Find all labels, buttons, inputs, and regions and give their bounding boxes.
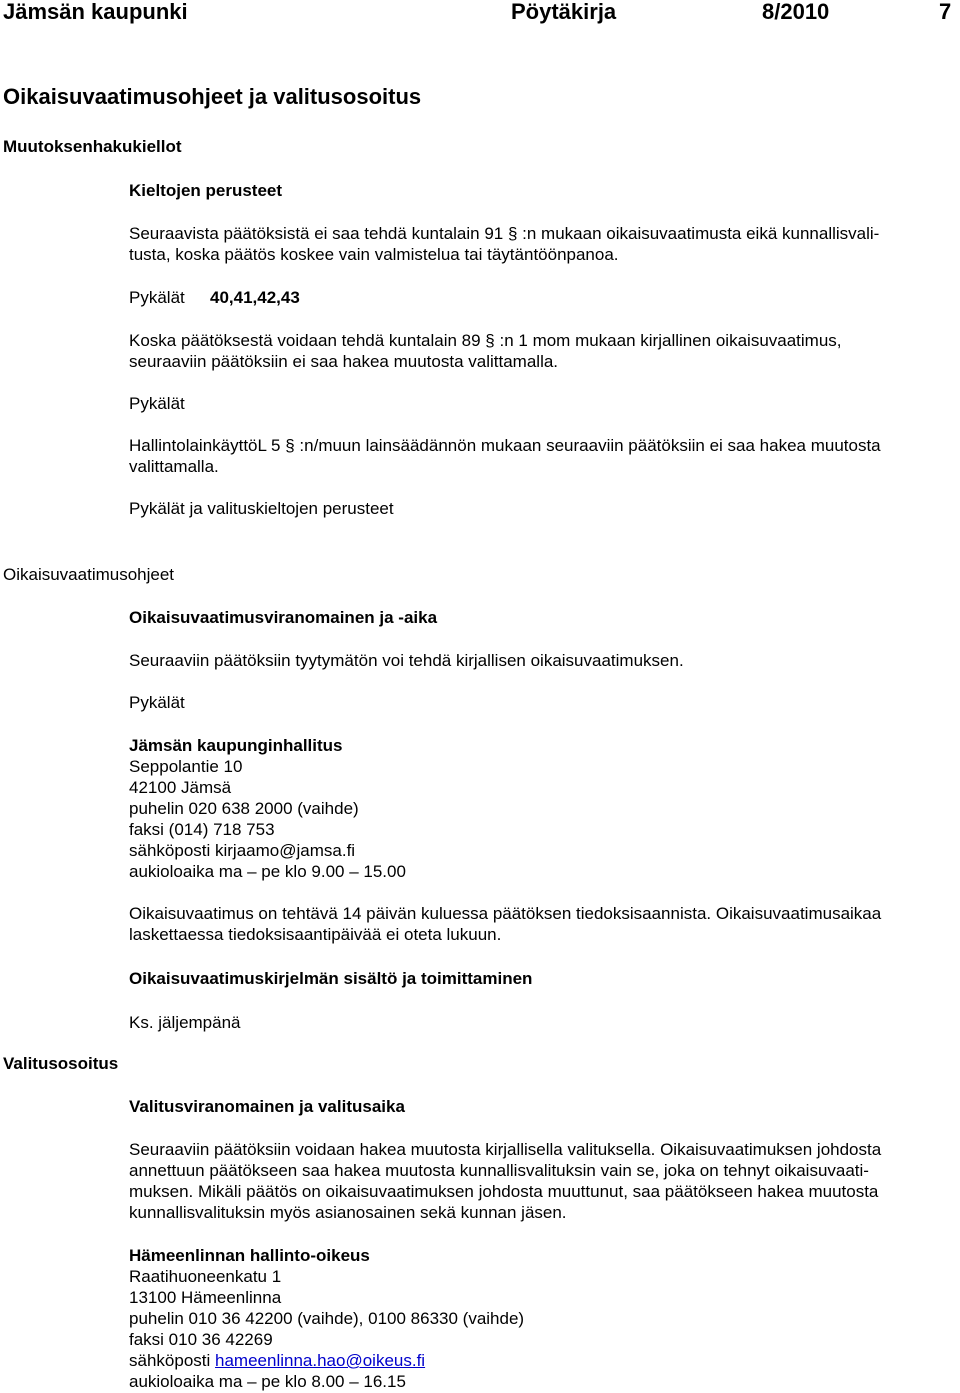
- header-issue: 8/2010: [762, 0, 830, 24]
- paragraph-line: seuraaviin päätöksiin ei saa hakea muutosta valittamalla.: [129, 352, 559, 371]
- appeal-heading: Valitusosoitus: [3, 1054, 119, 1073]
- rectification-heading: Oikaisuvaatimusohjeet: [3, 565, 175, 584]
- content-heading: Oikaisuvaatimuskirjelmän sisältö ja toimittaminen: [129, 969, 533, 988]
- authority-phone: puhelin 020 638 2000 (vaihde): [129, 799, 359, 818]
- paragraph-line: tusta, koska päätös koskee vain valmistelua tai täytäntöönpanoa.: [129, 245, 619, 264]
- header-page-number: 7: [939, 0, 952, 24]
- sections-value: 40,41,42,43: [210, 288, 300, 307]
- rectification-intro: Seuraaviin päätöksiin tyytymätön voi tehdä kirjallisen oikaisuvaatimuksen.: [129, 651, 684, 670]
- paragraph-line: kunnallisvalituksin myös asianosainen sekä kunnan jäsen.: [129, 1203, 567, 1222]
- sections-label: Pykälät: [129, 394, 185, 413]
- sections-label: Pykälät: [129, 693, 185, 712]
- court-email-line: [129, 1350, 425, 1372]
- authority-hours: aukioloaika ma – pe klo 9.00 – 15.00: [129, 862, 406, 881]
- authority-fax: faksi (014) 718 753: [129, 820, 275, 839]
- authority-email: sähköposti kirjaamo@jamsa.fi: [129, 841, 356, 860]
- paragraph-line: laskettaessa tiedoksisaantipäivää ei oteta lukuun.: [129, 925, 502, 944]
- paragraph-line: muksen. Mikäli päätös on oikaisuvaatimuksen johdosta muuttunut, saa päätökseen hakea muutosta: [129, 1182, 879, 1201]
- grounds-heading: Kieltojen perusteet: [129, 181, 283, 200]
- paragraph-line: annettuun päätökseen saa hakea muutosta kunnallisvalituksin vain se, joka on tehnyt oikaisuvaati-: [129, 1161, 869, 1180]
- header-municipality: Jämsän kaupunki: [3, 0, 188, 24]
- court-fax: faksi 010 36 42269: [129, 1330, 273, 1349]
- paragraph-line: Koska päätöksestä voidaan tehdä kuntalain 89 § :n 1 mom mukaan kirjallinen oikaisuvaatimus,: [129, 331, 842, 350]
- header-doc-type: Pöytäkirja: [511, 0, 617, 24]
- sections-label: Pykälät: [129, 288, 185, 307]
- paragraph-line: valittamalla.: [129, 457, 219, 476]
- court-postal: 13100 Hämeenlinna: [129, 1288, 282, 1307]
- content-reference: Ks. jäljempänä: [129, 1013, 241, 1032]
- authority-postal: 42100 Jämsä: [129, 778, 232, 797]
- paragraph-line: HallintolainkäyttöL 5 § :n/muun lainsäädännön mukaan seuraaviin päätöksiin ei saa hakea muutosta: [129, 436, 881, 455]
- court-street: Raatihuoneenkatu 1: [129, 1267, 282, 1286]
- paragraph-line: Seuraavista päätöksistä ei saa tehdä kuntalain 91 § :n mukaan oikaisuvaatimusta eikä kunnallisvali-: [129, 224, 880, 243]
- authority-street: Seppolantie 10: [129, 757, 243, 776]
- prohibitions-heading: Muutoksenhakukiellot: [3, 137, 182, 156]
- court-name: Hämeenlinnan hallinto-oikeus: [129, 1246, 370, 1265]
- rectification-authority-heading: Oikaisuvaatimusviranomainen ja -aika: [129, 608, 438, 627]
- paragraph-line: Seuraaviin päätöksiin voidaan hakea muutosta kirjallisella valituksella. Oikaisuvaatimuksen johdosta: [129, 1140, 882, 1159]
- page-title: Oikaisuvaatimusohjeet ja valitusosoitus: [3, 84, 422, 109]
- court-phone: puhelin 010 36 42200 (vaihde), 0100 86330 (vaihde): [129, 1309, 525, 1328]
- court-hours: aukioloaika ma – pe klo 8.00 – 16.15: [129, 1372, 406, 1391]
- paragraph-line: Oikaisuvaatimus on tehtävä 14 päivän kuluessa päätöksen tiedoksisaannista. Oikaisuvaatimusaikaa: [129, 904, 882, 923]
- court-email-label: sähköposti: [129, 1351, 211, 1370]
- authority-name: Jämsän kaupunginhallitus: [129, 736, 343, 755]
- court-email-link[interactable]: hameenlinna.hao@oikeus.fi: [215, 1351, 426, 1370]
- sections-label: Pykälät ja valituskieltojen perusteet: [129, 499, 394, 518]
- appeal-authority-heading: Valitusviranomainen ja valitusaika: [129, 1097, 405, 1116]
